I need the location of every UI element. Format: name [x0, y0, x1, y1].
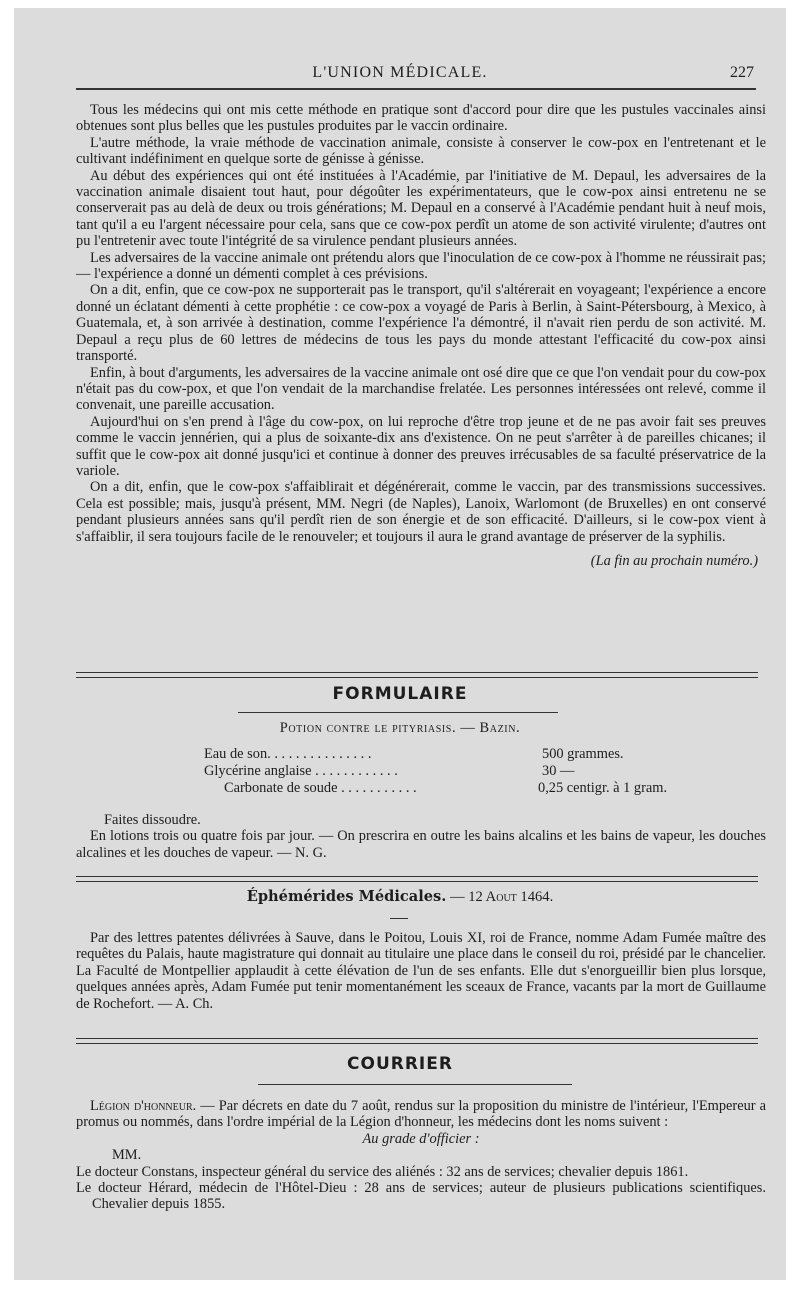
- article-paragraph: Aujourd'hui on s'en prend à l'âge du cow-pox, on lui reproche d'être trop jeune et de ne pas avoir fait ses preuves comme le vaccin jennérien, qui a plus de soixante-dix ans d'existence. On ne peut s'arrêter à de pareilles chicanes; il suffit que le cow-pox ait donné jusqu'ici et continue à donner des preuves irrécusables de sa faculté préservatrice de la variole.: [76, 413, 766, 479]
- honor-entry: Le docteur Hérard, médecin de l'Hôtel-Dieu : 28 ans de services; auteur de plusieurs publications scientifiques. Chevalier depuis 1855.: [76, 1180, 766, 1213]
- recipe-title: Potion contre le pityriasis. — Bazin.: [279, 720, 521, 736]
- title-underline: [258, 1084, 572, 1085]
- recipe-list: [204, 746, 744, 797]
- courrier-lead: [76, 1098, 766, 1131]
- ingredient-quantity: 500 grammes.: [542, 746, 624, 762]
- heading-dash: [390, 918, 408, 919]
- header-rule: [76, 88, 756, 90]
- article-paragraph: Au début des expériences qui ont été instituées à l'Académie, par l'initiative de M. Depaul, les adversaires de la vaccination animale disaient tout haut, pour dégoûter les expérimentateurs, que le cow-pox ainsi entretenu ne se conserverait pas au delà de deux ou trois générations; M. Depaul en a conservé à l'Académie pendant huit à neuf mois, tant qu'il a eu l'argent nécessaire pour cela, sans que ce cow-pox perdît un atome de son activité virulente; d'autres ont pu l'entretenir avec toute l'intégrité de sa virulence pendant plusieurs années.: [76, 167, 766, 250]
- to-be-continued: (La fin au prochain numéro.): [590, 552, 758, 569]
- ephemerides-date: — 12 Aout 1464.: [450, 889, 554, 905]
- ingredient-name: Carbonate de soude . . . . . . . . . . .: [224, 780, 417, 796]
- ephemerides-heading: [14, 888, 786, 906]
- article-body: [76, 102, 766, 569]
- honor-entry: Le docteur Constans, inspecteur général du service des aliénés : 32 ans de services; chevalier depuis 1861.: [76, 1163, 689, 1180]
- recipe-instruction: Faites dissoudre.: [104, 812, 201, 828]
- recipe-row: [204, 763, 744, 780]
- ingredient-name: Eau de son. . . . . . . . . . . . . . .: [204, 746, 372, 762]
- article-paragraph: On a dit, enfin, que le cow-pox s'affaiblirait et dégénérerait, comme le vaccin, par des transmissions successives. Cela est possible; mais, jusqu'à présent, MM. Negri (de Naples), Lanoix, Warlomont (de Bruxelles) en ont conservé pendant plusieurs années sans qu'il perdît rien de son énergie et de son efficacité. D'ailleurs, si le cow-pox vient à s'affaiblir, il sera toujours facile de le renouveler; et toujours il aura le grand avantage de préserver de la syphilis.: [76, 479, 766, 545]
- section-divider: [76, 1038, 758, 1044]
- ephemerides-body: [76, 930, 766, 1012]
- section-divider: [76, 876, 758, 882]
- newspaper-page: [14, 8, 786, 1280]
- article-paragraph: L'autre méthode, la vraie méthode de vaccination animale, consiste à conserver le cow-pox en l'entretenant et le cultivant indéfiniment en quelque sorte de génisse à génisse.: [76, 134, 766, 168]
- ephemerides-title: Éphémérides Médicales.: [246, 888, 447, 905]
- courrier-lead-text: — Par décrets en date du 7 août, rendus sur la proposition du ministre de l'intérieur, l'Empereur a promus ou nommés, dans l'ordre impérial de la Légion d'honneur, les médecins dont les noms suivent :: [76, 1098, 766, 1131]
- running-title: L'UNION MÉDICALE.: [312, 64, 488, 81]
- recipe-usage: En lotions trois ou quatre fois par jour. — On prescrira en outre les bains alcalins et les bains de vapeur, les douches alcalines et les douches de vapeur. — N. G.: [76, 828, 766, 861]
- article-paragraph: On a dit, enfin, que ce cow-pox ne supporterait pas le transport, qu'il s'altérerait en voyageant; l'expérience a encore donné un éclatant démenti à cette prophétie : ce cow-pox a voyagé de Paris à Berlin, à Saint-Pétersbourg, à Mexico, à Guatemala, et, à son arrivée à destination, comme l'expérience l'a démontré, il n'avait rien perdu de son activité. M. Depaul a reçu plus de 60 lettres de médecins de tous les pays du monde attestant l'efficacité du cow-pox ainsi transporté.: [76, 282, 766, 365]
- page-number: 227: [730, 64, 754, 81]
- formulaire-title: FORMULAIRE: [332, 684, 468, 704]
- mm-label: MM.: [112, 1147, 142, 1164]
- article-paragraph: Tous les médecins qui ont mis cette méthode en pratique sont d'accord pour dire que les pustules vaccinales ainsi obtenues sont plus belles que les pustules produites par le vaccin ordinaire.: [76, 102, 766, 135]
- courrier-body: [76, 1098, 766, 1213]
- ingredient-quantity: 0,25 centigr. à 1 gram.: [538, 780, 668, 796]
- section-divider: [76, 672, 758, 678]
- courrier-lead-label: Légion d'honneur.: [90, 1098, 197, 1114]
- title-underline: [238, 712, 558, 713]
- article-paragraph: Enfin, à bout d'arguments, les adversaires de la vaccine animale ont osé dire que ce que l'on vendait pour du cow-pox n'était pas du cow-pox, et que l'on vendait de la marchandise frelatée. Les personnes intéressées ont relevé, comme il convenait, une pareille accusation.: [76, 364, 766, 414]
- ephemerides-text: Par des lettres patentes délivrées à Sauve, dans le Poitou, Louis XI, roi de France, nomme Adam Fumée maître des requêtes du Palais, haute magistrature qui donnait au titulaire une place dans le conseil du roi, présidé par le chancelier. La Faculté de Montpellier applaudit à cette élévation de l'un de ses enfants. Elle dut s'enorgueillir bien plus lorsque, quelques années après, Adam Fumée put tenir momentanément les sceaux de France, vacants par la mort de Guillaume de Rochefort. — A. Ch.: [76, 930, 766, 1012]
- courrier-title: COURRIER: [347, 1054, 453, 1074]
- ingredient-name: Glycérine anglaise . . . . . . . . . . . .: [204, 763, 398, 779]
- ingredient-quantity: 30 —: [542, 763, 575, 779]
- formulaire-body: [76, 812, 766, 861]
- recipe-row: [204, 780, 744, 797]
- grade-heading: Au grade d'officier :: [362, 1130, 480, 1147]
- recipe-row: [204, 746, 744, 763]
- article-paragraph: Les adversaires de la vaccine animale ont prétendu alors que l'inoculation de ce cow-pox à l'homme ne réussirait pas; — l'expérience a donné un démenti complet à ces prévisions.: [76, 249, 766, 283]
